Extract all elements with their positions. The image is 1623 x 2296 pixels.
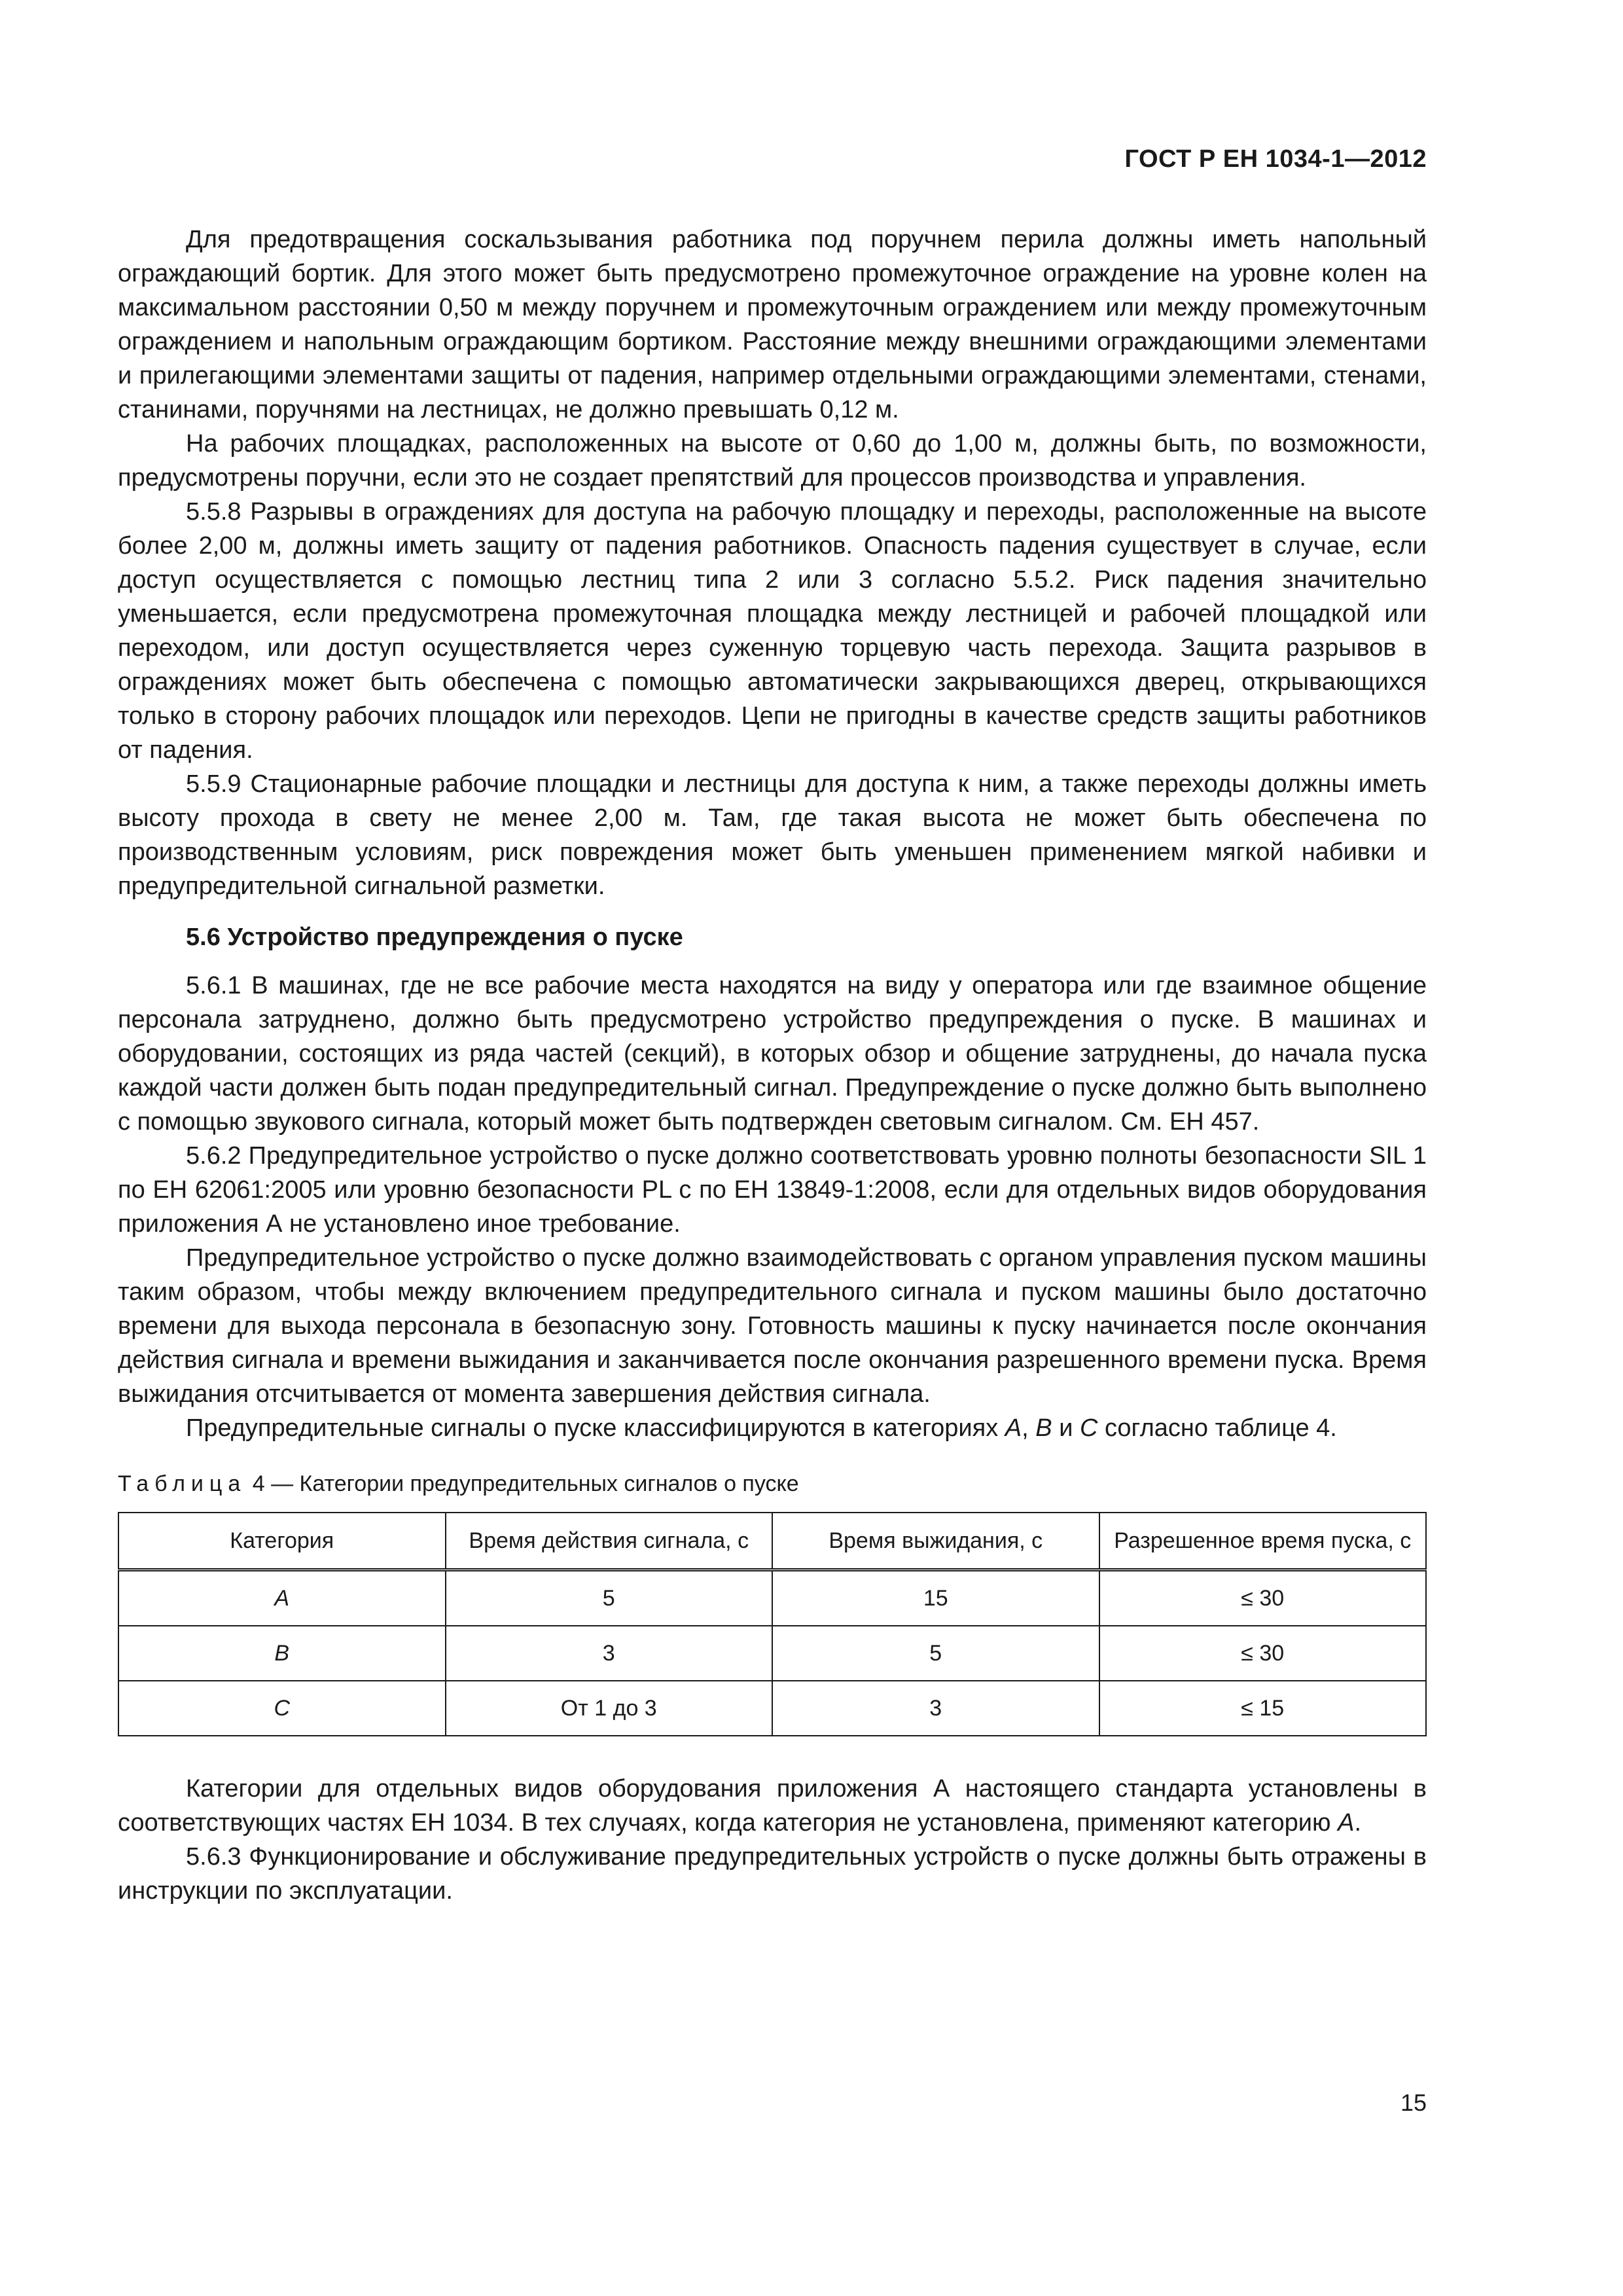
cell-signal-duration: 3: [446, 1626, 773, 1681]
cell-signal-duration: 5: [446, 1570, 773, 1626]
start-warning-categories-table: [118, 1512, 1427, 1736]
table-caption-word: Таблица: [118, 1471, 247, 1496]
paragraph-railing-toeboard: Для предотвращения соскальзывания работника под поручнем перила должны иметь напольный ограждающий бортик. Для этого может быть предусмотрено промежуточное ограждение на уровне колен на максимальном расстоянии 0,50 м между поручнем и промежуточным ограждением или между промежуточным ограждением и напольным ограждающим бортиком. Расстояние между внешними ограждающими элементами и прилегающими элементами защиты от падения, например отдельными ограждающими элементами, стенами, станинами, поручнями на лестницах, не должно превышать 0,12 м.: [118, 226, 1427, 423]
document-code: ГОСТ Р ЕН 1034-1—2012: [1124, 145, 1427, 173]
classification-sep-2: и: [1052, 1414, 1080, 1442]
table-header-row: [118, 1513, 1426, 1570]
categories-text: Категории для отдельных видов оборудования приложения А настоящего стандарта установлены в соответствующих частях ЕН 1034. В тех случаях, когда категория не установлена, применяют категорию: [118, 1775, 1427, 1837]
table-row: [118, 1626, 1426, 1681]
table-caption: [118, 1469, 1427, 1499]
paragraph-classification: [118, 1411, 1427, 1445]
paragraph-5-5-8: 5.5.8 Разрывы в ограждениях для доступа на рабочую площадку и переходы, расположенные на высоте более 2,00 м, должны иметь защиту от падения работников. Опасность падения существует в случае, если доступ осуществляется с помощью лестниц типа 2 или 3 согласно 5.5.2. Риск падения значительно уменьшается, если предусмотрена промежуточная площадка между лестницей и рабочей площадкой или переходом, или доступ осуществляется через суженную торцевую часть перехода. Защита разрывов в ограждениях может быть обеспечена с помощью автоматически закрывающихся дверец, открывающихся только в сторону рабочих площадок или переходов. Цепи не пригодны в качестве средств защиты работников от падения.: [118, 498, 1427, 764]
cell-allowed-start-time: ≤ 30: [1099, 1570, 1427, 1626]
header-allowed-start-time: Разрешенное время пуска, с: [1099, 1513, 1427, 1570]
category-b-ref: B: [1035, 1414, 1052, 1442]
table-row: [118, 1570, 1426, 1626]
paragraph-5-6-1: 5.6.1 В машинах, где не все рабочие места находятся на виду у оператора или где взаимное общение персонала затруднено, должно быть предусмотрено устройство предупреждения о пуске. В машинах и оборудовании, состоящих из ряда частей (секций), в которых обзор и общение затруднены, до начала пуска каждой части должен быть подан предупредительный сигнал. Предупреждение о пуске должно быть выполнено с помощью звукового сигнала, который может быть подтвержден световым сигналом. См. ЕН 457.: [118, 972, 1427, 1136]
cell-category: C: [118, 1681, 446, 1736]
cell-wait-time: 15: [772, 1570, 1099, 1626]
document-body: [118, 223, 1427, 1908]
cell-wait-time: 3: [772, 1681, 1099, 1736]
cell-wait-time: 5: [772, 1626, 1099, 1681]
paragraph-warning-device-interaction: Предупредительное устройство о пуске должно взаимодействовать с органом управления пуском машины таким образом, чтобы между включением предупредительного сигнала и пуском машины было достаточно времени для выхода персонала в безопасную зону. Готовность машины к пуску начинается после окончания действия сигнала и времени выжидания и заканчивается после окончания разрешенного времени пуска. Время выжидания отсчитывается от момента завершения действия сигнала.: [118, 1244, 1427, 1408]
header-category: Категория: [118, 1513, 446, 1570]
classification-sep-1: ,: [1022, 1414, 1036, 1442]
classification-text-before: Предупредительные сигналы о пуске классифицируются в категориях: [186, 1414, 1005, 1442]
categories-text-end: .: [1354, 1809, 1361, 1837]
cell-category: B: [118, 1626, 446, 1681]
paragraph-handrails-low-platforms: На рабочих площадках, расположенных на высоте от 0,60 до 1,00 м, должны быть, по возможности, предусмотрены поручни, если это не создает препятствий для процессов производства и управления.: [118, 430, 1427, 492]
category-a-ref: A: [1005, 1414, 1022, 1442]
paragraph-categories-by-equipment: [118, 1772, 1427, 1840]
section-heading-5-6: 5.6 Устройство предупреждения о пуске: [186, 924, 683, 951]
classification-text-after: согласно таблице 4.: [1097, 1414, 1337, 1442]
cell-allowed-start-time: ≤ 30: [1099, 1626, 1427, 1681]
cell-category: A: [118, 1570, 446, 1626]
cell-allowed-start-time: ≤ 15: [1099, 1681, 1427, 1736]
paragraph-5-6-2: 5.6.2 Предупредительное устройство о пуске должно соответствовать уровню полноты безопасности SIL 1 по ЕН 62061:2005 или уровню безопасности PL c по ЕН 13849-1:2008, если для отдельных видов оборудования приложения А не установлено иное требование.: [118, 1142, 1427, 1238]
category-c-ref: C: [1079, 1414, 1098, 1442]
header-wait-time: Время выжидания, с: [772, 1513, 1099, 1570]
paragraph-5-6-3: 5.6.3 Функционирование и обслуживание предупредительных устройств о пуске должны быть отражены в инструкции по эксплуатации.: [118, 1843, 1427, 1905]
category-a-default-ref: А: [1338, 1809, 1355, 1837]
table-row: [118, 1681, 1426, 1736]
table-caption-title: 4 — Категории предупредительных сигналов о пуске: [246, 1471, 799, 1496]
paragraph-5-5-9: 5.5.9 Стационарные рабочие площадки и лестницы для доступа к ним, а также переходы должны иметь высоту прохода в свету не менее 2,00 м. Там, где такая высота не может быть обеспечена по производственным условиям, риск повреждения может быть уменьшен применением мягкой набивки и предупредительной сигнальной разметки.: [118, 770, 1427, 900]
page-number: 15: [1400, 2089, 1427, 2116]
header-signal-duration: Время действия сигнала, с: [446, 1513, 773, 1570]
cell-signal-duration: От 1 до 3: [446, 1681, 773, 1736]
